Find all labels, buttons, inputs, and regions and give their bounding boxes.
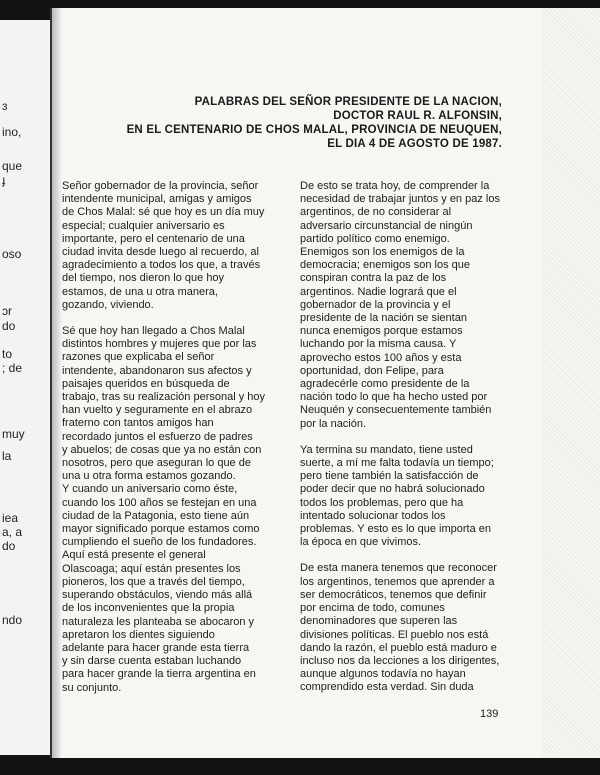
text-line: poder decir que no habrá solucionado <box>300 483 485 496</box>
previous-page-text-fragment: ɜ <box>2 99 8 113</box>
text-line: ciudad invita desde luego al recuerdo, al <box>62 246 259 259</box>
text-line: pioneros, los que a través del tiempo, <box>62 575 245 588</box>
left-text-column <box>62 180 284 695</box>
text-line: mayor significado porque estamos como <box>62 523 260 536</box>
text-line: de Chos Malal: sé que hoy es un día muy <box>62 206 265 219</box>
text-line: aprovecho estos 100 años y esta <box>300 351 462 364</box>
text-line: apretaron los dientes siguiendo <box>62 628 215 641</box>
text-line: naturaleza les planteaba se abocaron y <box>62 615 255 628</box>
text-line: estamos, de una u otra manera, <box>62 285 218 298</box>
right-text-column <box>300 180 522 695</box>
text-line: especial; cualquier aniversario es <box>62 219 225 232</box>
page-gutter-shadow <box>52 8 62 758</box>
text-line: ciudad de la Patagonia, esto tiene aún <box>62 509 250 522</box>
title-line: DOCTOR RAUL R. ALFONSIN, <box>333 110 502 122</box>
previous-page-edge <box>0 20 52 755</box>
text-line: y abuelos; de cosas que ya no están con <box>62 443 262 456</box>
text-line: partido político como enemigo. <box>300 232 450 245</box>
text-line: problemas. Y esto es lo que importa en <box>300 523 491 536</box>
text-line: cumpliendo el sueño de los fundadores. <box>62 536 257 549</box>
previous-page-text-fragment: ɔr <box>2 304 12 318</box>
previous-page-text-fragment: do <box>2 539 16 553</box>
text-line: Olascoaga; aquí están presentes los <box>62 562 241 575</box>
speech-title <box>82 95 502 151</box>
previous-page-text-fragment: a, a <box>2 525 23 539</box>
text-line: agradecimiento a todos los que, a través <box>62 259 261 272</box>
text-line: intendente, abandonaron sus afectos y <box>62 364 252 377</box>
text-line: la época en que vivimos. <box>300 536 422 549</box>
text-line: adelante para hacer grande esta tierra <box>62 641 250 654</box>
text-line: agradecérle como presidente de la <box>300 378 470 391</box>
text-line: razones que explicaba el señor <box>62 351 215 364</box>
text-line: intendente municipal, amigas y amigos <box>62 193 252 206</box>
title-line: EN EL CENTENARIO DE CHOS MALAL, PROVINCIA DE NEUQUEN, <box>126 124 502 136</box>
text-line: Señor gobernador de la provincia, señor <box>62 180 259 192</box>
text-line: Aquí está presente el general <box>62 549 206 562</box>
previous-page-text-fragment: do <box>2 319 16 333</box>
text-line: cuando los 100 años se festejan en una <box>62 496 257 509</box>
text-line: recordado juntos el esfuerzo de padres <box>62 430 253 443</box>
text-line: gobernador de la provincia y el <box>300 298 451 311</box>
text-line: oportunidad, don Felipe, para <box>300 364 444 377</box>
text-line: nación todo lo que ha hecho usted por <box>300 391 488 404</box>
title-line: EL DIA 4 DE AGOSTO DE 1987. <box>327 138 502 150</box>
document-page <box>50 8 600 758</box>
previous-page-text-fragment: to <box>2 347 13 361</box>
text-line: han vuelto y seguramente en el abrazo <box>62 404 253 417</box>
previous-page-text-fragment: ɟ <box>2 173 6 187</box>
text-line: incluso nos da lecciones a los dirigentes, <box>300 654 500 667</box>
text-line: comprendido esta verdad. Sin duda <box>300 681 474 694</box>
text-line: argentinos. Nadie logrará que el <box>300 285 457 298</box>
text-line: una u otra forma estamos gozando. <box>62 470 236 483</box>
text-line: conspiran contra la paz de los <box>300 272 447 285</box>
text-line: los argentinos, tenemos que aprender a <box>300 575 495 588</box>
text-line: dando la razón, el pueblo está maduro e <box>300 641 497 654</box>
text-line: gozando, viviendo. <box>62 298 154 311</box>
previous-page-text-fragment: ndo <box>2 613 23 627</box>
previous-page-text-fragment: ino, <box>2 125 22 139</box>
text-line: trabajo, tras su realización personal y hoy <box>62 391 265 404</box>
text-line: divisiones políticas. El pueblo nos está <box>300 628 489 641</box>
text-line: y sin darse cuenta estaban luchando <box>62 655 242 668</box>
text-line: Sé que hoy han llegado a Chos Malal <box>62 325 245 338</box>
previous-page-text-fragment: oso <box>2 247 22 261</box>
text-line: por la nación. <box>300 417 367 430</box>
previous-page-text-fragment: ; de <box>2 361 23 375</box>
title-line: PALABRAS DEL SEÑOR PRESIDENTE DE LA NACION, <box>194 96 502 108</box>
text-line: presidente de la nación se sientan <box>300 312 467 325</box>
text-line: suerte, a mí me falta todavía un tiempo; <box>300 457 494 470</box>
text-line: democracia; enemigos son los que <box>300 259 470 272</box>
text-line: por encima de todo, comunes <box>300 602 445 615</box>
text-line: necesidad de trabajar juntos y en paz los <box>300 193 500 206</box>
text-line: nosotros, pero que aseguran lo que de <box>62 457 251 470</box>
page-number: 139 <box>480 708 499 720</box>
text-line: nunca enemigos porque estamos <box>300 325 463 338</box>
text-line: superando obstáculos, viendo más allá <box>62 589 253 602</box>
text-line: De esta manera tenemos que reconocer <box>300 562 497 575</box>
page-edge-texture <box>542 8 600 758</box>
text-line: Enemigos son los enemigos de la <box>300 246 465 259</box>
text-line: luchando por la misma causa. Y <box>300 338 457 351</box>
text-line: para hacer grande la tierra argentina en <box>62 668 256 681</box>
text-line: su conjunto. <box>62 681 122 694</box>
text-line: adversario circunstancial de ningún <box>300 219 473 232</box>
text-line: Neuquén y consecuentemente también <box>300 404 492 417</box>
paragraph-gap <box>300 431 522 444</box>
paragraph-gap <box>62 312 284 325</box>
previous-page-text-fragment: la <box>2 449 12 463</box>
previous-page-text-fragment: iea <box>2 511 19 525</box>
text-line: argentinos, de no considerar al <box>300 206 452 219</box>
text-line: aunque algunos todavía no hayan <box>300 668 466 681</box>
text-line: importante, pero el centenario de una <box>62 232 245 245</box>
previous-page-text-fragment: muy <box>2 427 25 441</box>
text-line: Y cuando un aniversario como éste, <box>62 483 238 496</box>
text-line: paisajes queridos en búsqueda de <box>62 377 230 390</box>
text-line: ser democráticos, tenemos que definir <box>300 588 487 601</box>
text-line: intentado solucionar todos los <box>300 509 446 522</box>
text-line: todos los problemas, pero que ha <box>300 496 464 509</box>
text-line: pero tiene también la satisfacción de <box>300 470 479 483</box>
text-line: fraterno con tantos amigos han <box>62 417 214 430</box>
text-line: Ya termina su mandato, tiene usted <box>300 443 473 456</box>
paragraph-gap <box>300 549 522 562</box>
text-line: De esto se trata hoy, de comprender la <box>300 180 490 192</box>
text-line: distintos hombres y mujeres que por las <box>62 338 257 351</box>
text-line: de los inconvenientes que la propia <box>62 602 235 615</box>
text-line: denominadores que superen las <box>300 615 458 628</box>
text-line: del tiempo, nos dieron lo que hoy <box>62 272 225 285</box>
previous-page-text-fragment: que <box>2 159 23 173</box>
